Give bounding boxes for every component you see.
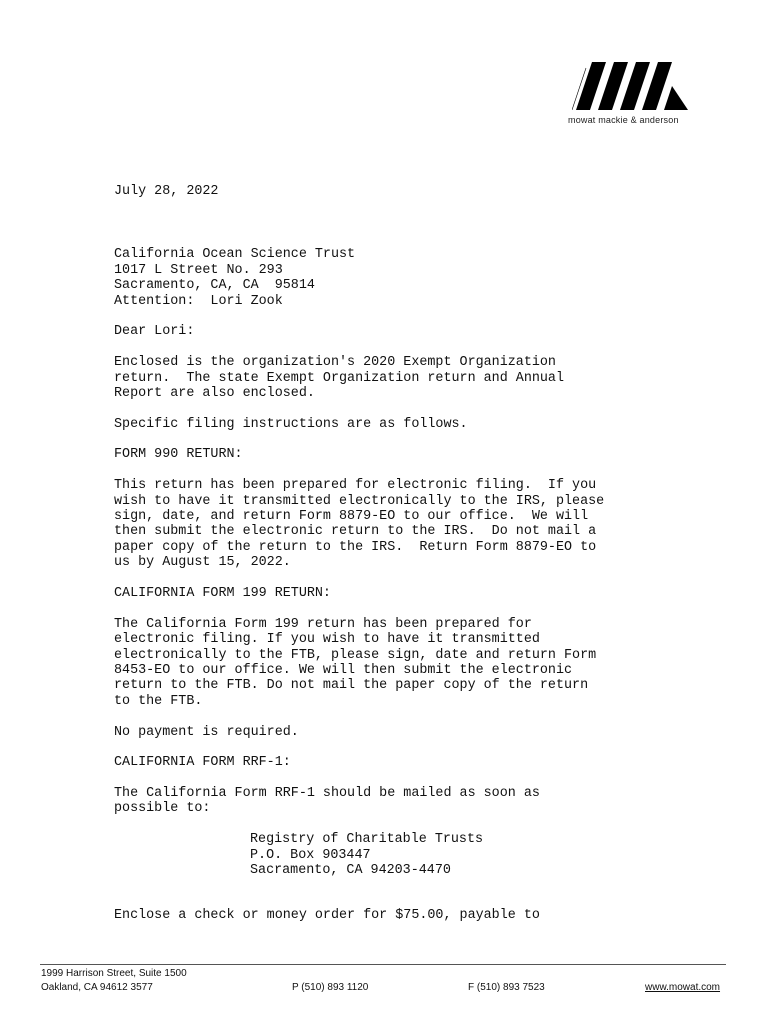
paragraph-line: possible to:	[114, 801, 211, 817]
paragraph-line: Report are also enclosed.	[114, 385, 315, 401]
rrf-paragraph	[114, 786, 714, 817]
intro-paragraph	[114, 355, 714, 401]
paragraph-line: to the FTB.	[114, 693, 203, 709]
registry-address	[114, 832, 714, 878]
address-line: P.O. Box 903447	[250, 847, 371, 863]
firm-logo	[568, 60, 698, 128]
footer-address-line1: 1999 Harrison Street, Suite 1500	[41, 968, 187, 979]
footer-website-link[interactable]: www.mowat.com	[645, 982, 721, 993]
paragraph-line: This return has been prepared for electronic filing. If you	[114, 478, 597, 494]
rrf-heading: CALIFORNIA FORM RRF-1:	[114, 755, 291, 771]
recipient-line: California Ocean Science Trust	[114, 247, 356, 263]
paragraph-line: sign, date, and return Form 8879-EO to our office. We will	[114, 509, 589, 525]
letter-body	[114, 184, 714, 924]
paragraph-line: then submit the electronic return to the IRS. Do not mail a	[114, 524, 597, 540]
firm-logo-text: mowat mackie & anderson	[568, 115, 679, 125]
form990-heading: FORM 990 RETURN:	[114, 447, 243, 463]
footer-fax: F (510) 893 7523	[468, 982, 545, 993]
paragraph-line: electronic filing. If you wish to have it transmitted	[114, 632, 540, 648]
paragraph-line: return. The state Exempt Organization return and Annual	[114, 370, 564, 386]
ca199-heading: CALIFORNIA FORM 199 RETURN:	[114, 585, 331, 601]
paragraph-line: electronically to the FTB, please sign, date and return Form	[114, 647, 597, 663]
recipient-block	[114, 247, 714, 309]
recipient-line: Sacramento, CA, CA 95814	[114, 278, 315, 294]
form990-paragraph	[114, 478, 714, 570]
footer-divider	[40, 964, 726, 965]
address-line: Registry of Charitable Trusts	[250, 832, 484, 848]
paragraph-line: us by August 15, 2022.	[114, 555, 291, 571]
paragraph-line: paper copy of the return to the IRS. Return Form 8879-EO to	[114, 539, 597, 555]
paragraph-line: Enclosed is the organization's 2020 Exempt Organization	[114, 355, 556, 371]
firm-logo-icon	[572, 60, 692, 110]
enclose-line: Enclose a check or money order for $75.00, payable to	[114, 908, 540, 924]
paragraph-line: The California Form 199 return has been prepared for	[114, 616, 532, 632]
recipient-line: 1017 L Street No. 293	[114, 262, 283, 278]
salutation: Dear Lori:	[114, 324, 195, 340]
footer-address-line2: Oakland, CA 94612 3577	[41, 982, 153, 993]
paragraph-line: wish to have it transmitted electronically to the IRS, please	[114, 493, 605, 509]
footer-phone: P (510) 893 1120	[292, 982, 369, 993]
paragraph-line: The California Form RRF-1 should be mailed as soon as	[114, 786, 540, 802]
instructions-line: Specific filing instructions are as follows.	[114, 416, 468, 432]
paragraph-line: return to the FTB. Do not mail the paper copy of the return	[114, 678, 589, 694]
address-line: Sacramento, CA 94203-4470	[250, 863, 451, 879]
ca199-paragraph	[114, 617, 714, 709]
paragraph-line: 8453-EO to our office. We will then submit the electronic	[114, 662, 573, 678]
letter-date: July 28, 2022	[114, 184, 219, 199]
recipient-line: Attention: Lori Zook	[114, 293, 283, 309]
no-payment-line: No payment is required.	[114, 724, 299, 740]
